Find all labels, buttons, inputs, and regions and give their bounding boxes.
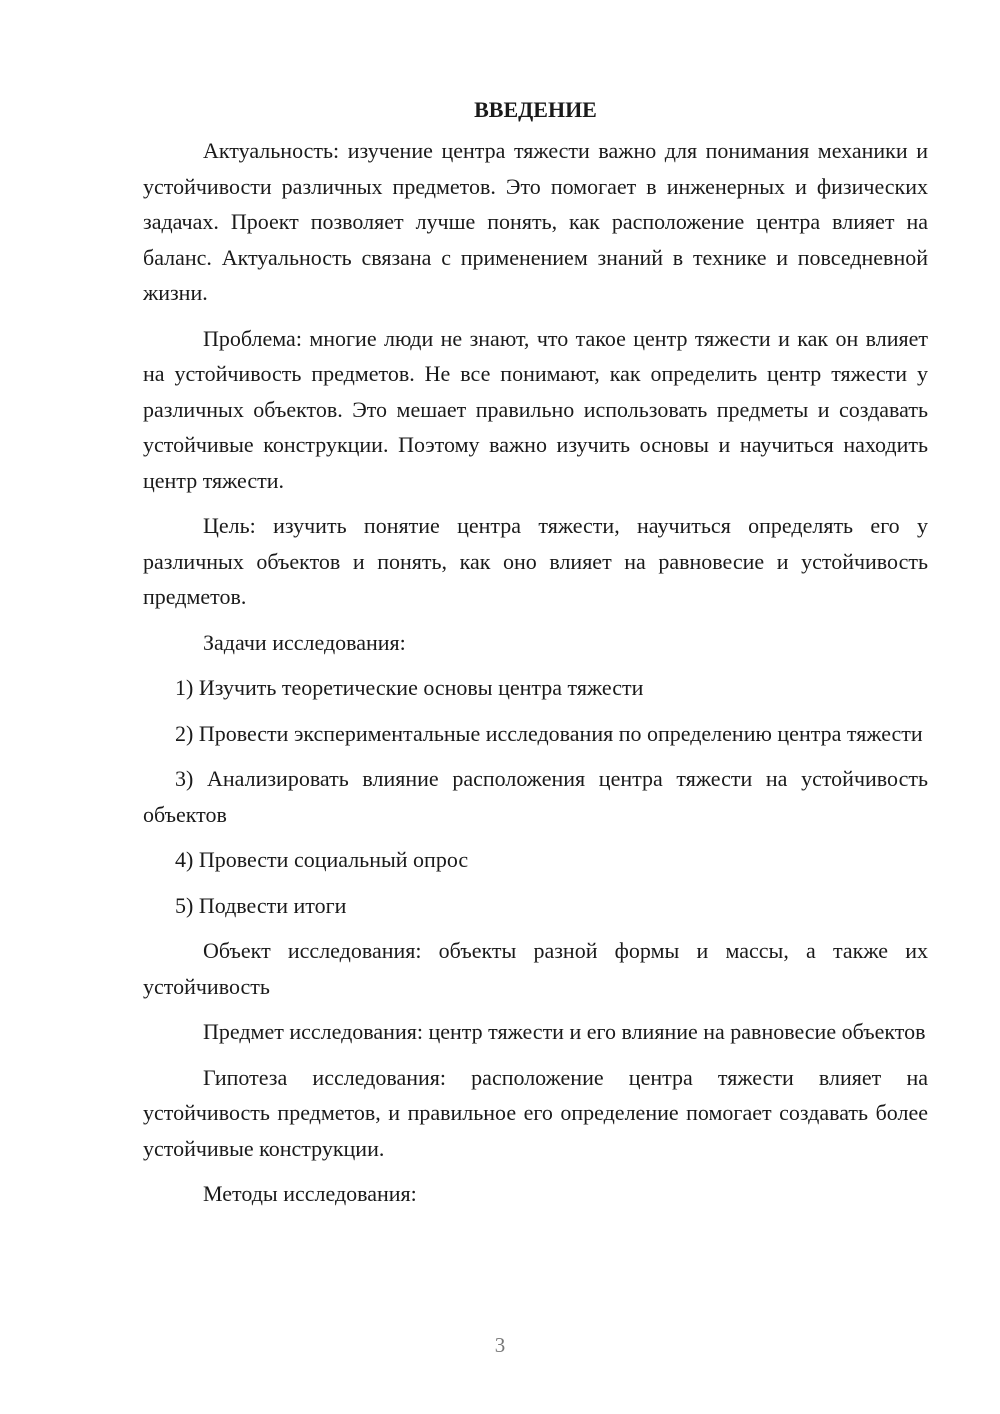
page-number: 3 <box>494 1333 506 1357</box>
task-item-5: 5) Подвести итоги <box>175 892 347 918</box>
document-page <box>143 92 928 1222</box>
problem-paragraph: Проблема: многие люди не знают, что такое центр тяжести и как он влияет на устойчивость предметов. Не все понимают, как определить центр тяжести у различных объектов. Это мешает правильно использовать предметы и создавать устойчивые конструкции. Поэтому важно изучить основы и научиться находить центр тяжести. <box>143 325 928 493</box>
task-item-4: 4) Провести социальный опрос <box>175 847 469 872</box>
methods-title: Методы исследования: <box>203 1181 417 1206</box>
task-item-1: 1) Изучить теоретические основы центра тяжести <box>175 675 644 700</box>
tasks-title: Задачи исследования: <box>203 629 406 655</box>
page-title: ВВЕДЕНИЕ <box>474 97 597 122</box>
task-item-2: 2) Провести экспериментальные исследования по определению центра тяжести <box>175 720 923 746</box>
task-item-3: 3) Анализировать влияние расположения центра тяжести на устойчивость объектов <box>143 766 928 827</box>
goal-paragraph: Цель: изучить понятие центра тяжести, научиться определять его у различных объектов и понять, как оно влияет на равновесие и устойчивость предметов. <box>143 513 928 609</box>
subject-paragraph: Предмет исследования: центр тяжести и его влияние на равновесие объектов <box>203 1019 926 1044</box>
hypothesis-paragraph: Гипотеза исследования: расположение центра тяжести влияет на устойчивость предметов, и правильное его определение помогает создавать более устойчивые конструкции. <box>143 1064 928 1161</box>
relevance-paragraph: Актуальность: изучение центра тяжести важно для понимания механики и устойчивости различных предметов. Это помогает в инженерных и физических задачах. Проект позволяет лучше понять, как расположение центра влияет на баланс. Актуальность связана с применением знаний в технике и повседневной жизни. <box>143 138 928 305</box>
object-paragraph: Объект исследования: объекты разной формы и массы, а также их устойчивость <box>143 938 928 999</box>
